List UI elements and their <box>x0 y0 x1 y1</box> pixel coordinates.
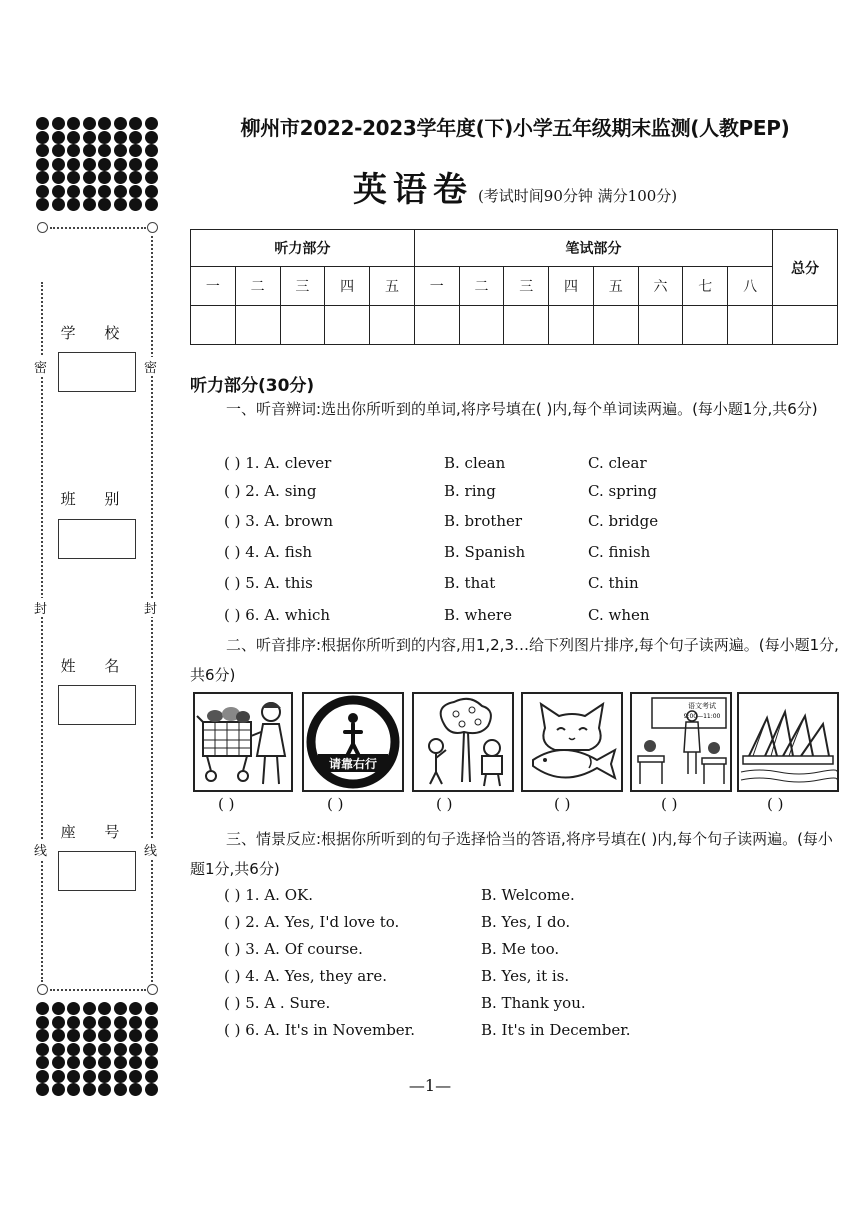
total-score-cell[interactable] <box>773 306 838 345</box>
decorative-dot <box>52 185 65 198</box>
page-number: —1— <box>408 1076 452 1095</box>
score-col: 四 <box>325 267 370 306</box>
score-cell[interactable] <box>325 306 370 345</box>
decorative-dot <box>98 131 111 144</box>
decorative-dot <box>98 185 111 198</box>
decorative-dot <box>83 131 96 144</box>
score-cell[interactable] <box>280 306 325 345</box>
decorative-dot <box>129 144 142 157</box>
decorative-dot <box>67 1043 80 1056</box>
writing-header: 笔试部分 <box>414 230 772 267</box>
decorative-dot <box>67 1002 80 1015</box>
part1-item-4-a[interactable]: ( ) 4. A. fish <box>224 543 313 561</box>
decorative-dot <box>83 1043 96 1056</box>
score-cell[interactable] <box>728 306 773 345</box>
decorative-dot <box>83 171 96 184</box>
class-label: 班 别 <box>60 490 132 508</box>
decorative-dot <box>129 1043 142 1056</box>
decorative-dot <box>36 1002 49 1015</box>
decorative-dot <box>83 158 96 171</box>
decorative-dot <box>67 198 80 211</box>
seal-char-mi-right: 密 <box>144 357 157 376</box>
decorative-dot <box>145 198 158 211</box>
decorative-dot <box>145 185 158 198</box>
part1-item-3-a[interactable]: ( ) 3. A. brown <box>224 512 333 530</box>
decorative-dot <box>52 117 65 130</box>
decorative-dot <box>36 1029 49 1042</box>
part3-item-5-b: B. Thank you. <box>481 994 586 1012</box>
picture-answer-4[interactable]: ( ) <box>554 795 571 813</box>
decorative-dot <box>129 1029 142 1042</box>
score-cell[interactable] <box>235 306 280 345</box>
decorative-dot <box>129 117 142 130</box>
score-col: 七 <box>683 267 728 306</box>
decorative-dot <box>52 1029 65 1042</box>
subject-name: 英语卷 <box>352 170 473 210</box>
exam-title: 柳州市2022-2023学年度(下)小学五年级期末监测(人教PEP) <box>240 116 790 140</box>
decorative-dot <box>52 1056 65 1069</box>
part1-item-2-a[interactable]: ( ) 2. A. sing <box>224 482 317 500</box>
decorative-dot <box>83 185 96 198</box>
part2-instruction: 二、听音排序:根据你所听到的内容,用1,2,3…给下列图片排序,每个句子读两遍。(每小题1分,共6分) <box>190 636 839 684</box>
decorative-dot <box>67 144 80 157</box>
board-title: 语文考试 <box>688 702 716 710</box>
decorative-dot <box>129 1002 142 1015</box>
decorative-dot <box>36 144 49 157</box>
part3-item-3-b: B. Me too. <box>481 940 560 958</box>
school-label: 学 校 <box>60 324 132 342</box>
decorative-dot <box>36 185 49 198</box>
decorative-dot <box>145 1043 158 1056</box>
decorative-dot <box>67 1056 80 1069</box>
decorative-dot <box>67 1029 80 1042</box>
decorative-dot <box>114 131 127 144</box>
seat-label: 座 号 <box>60 823 132 841</box>
part3-item-5-a[interactable]: ( ) 5. A . Sure. <box>224 994 331 1012</box>
picture-keep-right-sign <box>302 692 404 792</box>
part3-item-6-a[interactable]: ( ) 6. A. It's in November. <box>224 1021 415 1039</box>
part1-item-3-b: B. brother <box>444 512 523 530</box>
seat-field[interactable] <box>58 851 136 891</box>
part1-instruction: 一、听音辨词:选出你所听到的单词,将序号填在( )内,每个单词读两遍。(每小题1分,共6分) <box>226 400 818 418</box>
score-col: 一 <box>191 267 236 306</box>
score-col: 五 <box>370 267 415 306</box>
score-cell[interactable] <box>593 306 638 345</box>
picture-answer-3[interactable]: ( ) <box>436 795 453 813</box>
decorative-dot <box>83 198 96 211</box>
decorative-dot <box>98 1056 111 1069</box>
score-table <box>190 229 838 345</box>
decorative-dots-top <box>36 117 160 212</box>
binding-ring-top-left <box>37 222 48 233</box>
binding-line-left <box>41 282 43 982</box>
picture-answer-6[interactable]: ( ) <box>767 795 784 813</box>
part1-item-3-c: C. bridge <box>588 512 659 530</box>
binding-ring-bottom-left <box>37 984 48 995</box>
part3-item-2-b: B. Yes, I do. <box>481 913 571 931</box>
decorative-dot <box>83 144 96 157</box>
part1-item-2-c: C. spring <box>588 482 658 500</box>
picture-answer-1[interactable]: ( ) <box>218 795 235 813</box>
decorative-dot <box>114 1056 127 1069</box>
score-cell[interactable] <box>638 306 683 345</box>
part3-item-1-b: B. Welcome. <box>481 886 575 904</box>
seal-char-feng-right: 封 <box>144 598 157 617</box>
picture-cat-with-fish <box>521 692 623 792</box>
decorative-dot <box>98 158 111 171</box>
seal-char-xian-right: 线 <box>144 840 157 859</box>
decorative-dot <box>129 185 142 198</box>
part1-item-1-c: C. clear <box>588 454 647 472</box>
decorative-dot <box>52 144 65 157</box>
part3-item-3-a[interactable]: ( ) 3. A. Of course. <box>224 940 363 958</box>
decorative-dot <box>114 1043 127 1056</box>
part1-item-4-b: B. Spanish <box>444 543 526 561</box>
decorative-dot <box>52 198 65 211</box>
score-col: 四 <box>549 267 594 306</box>
score-cell[interactable] <box>459 306 504 345</box>
score-col: 三 <box>280 267 325 306</box>
score-cell[interactable] <box>370 306 415 345</box>
decorative-dot <box>67 131 80 144</box>
part3-item-2-a[interactable]: ( ) 2. A. Yes, I'd love to. <box>224 913 400 931</box>
decorative-dot <box>145 144 158 157</box>
decorative-dot <box>52 158 65 171</box>
decorative-dot <box>36 1056 49 1069</box>
decorative-dot <box>52 171 65 184</box>
score-col: 六 <box>638 267 683 306</box>
decorative-dot <box>145 171 158 184</box>
part1-item-6-c: C. when <box>588 606 650 624</box>
picture-shopping-cart <box>193 692 293 792</box>
decorative-dot <box>83 1016 96 1029</box>
binding-line-top <box>50 227 146 229</box>
decorative-dot <box>98 171 111 184</box>
decorative-dot <box>98 198 111 211</box>
decorative-dot <box>145 1002 158 1015</box>
score-cell[interactable] <box>549 306 594 345</box>
decorative-dot <box>114 1002 127 1015</box>
part3-item-4-a[interactable]: ( ) 4. A. Yes, they are. <box>224 967 387 985</box>
binding-ring-bottom-right <box>147 984 158 995</box>
exam-subtitle <box>190 162 840 211</box>
decorative-dot <box>98 1029 111 1042</box>
part1-item-2-b: B. ring <box>444 482 496 500</box>
decorative-dot <box>67 185 80 198</box>
picture-opera-house <box>737 692 839 792</box>
part1-item-6-a[interactable]: ( ) 6. A. which <box>224 606 331 624</box>
decorative-dot <box>83 1002 96 1015</box>
decorative-dot <box>36 131 49 144</box>
decorative-dot <box>145 1056 158 1069</box>
score-col: 二 <box>235 267 280 306</box>
decorative-dot <box>129 1016 142 1029</box>
score-cell[interactable] <box>414 306 459 345</box>
decorative-dot <box>129 131 142 144</box>
decorative-dot <box>83 1056 96 1069</box>
picture-picking-apples <box>412 692 514 792</box>
decorative-dot <box>98 1016 111 1029</box>
part1-item-5-c: C. thin <box>588 574 639 592</box>
exam-info: (考试时间90分钟 满分100分) <box>477 187 678 205</box>
picture-answer-2[interactable]: ( ) <box>327 795 344 813</box>
decorative-dot <box>114 117 127 130</box>
decorative-dot <box>129 171 142 184</box>
decorative-dot <box>145 131 158 144</box>
part3-item-6-b: B. It's in December. <box>481 1021 631 1039</box>
decorative-dot <box>36 158 49 171</box>
decorative-dot <box>114 185 127 198</box>
picture-answer-5[interactable]: ( ) <box>661 795 678 813</box>
decorative-dot <box>114 1016 127 1029</box>
decorative-dot <box>145 158 158 171</box>
score-cell[interactable] <box>191 306 236 345</box>
score-col: 八 <box>728 267 773 306</box>
decorative-dot <box>98 144 111 157</box>
class-field[interactable] <box>58 519 136 559</box>
sign-text: 请靠右行 <box>328 757 378 771</box>
part1-item-1-a[interactable]: ( ) 1. A. clever <box>224 454 332 472</box>
decorative-dot <box>52 1002 65 1015</box>
decorative-dot <box>52 1016 65 1029</box>
decorative-dot <box>114 171 127 184</box>
decorative-dot <box>114 198 127 211</box>
decorative-dot <box>145 1016 158 1029</box>
school-field[interactable] <box>58 352 136 392</box>
decorative-dot <box>145 117 158 130</box>
decorative-dot <box>36 117 49 130</box>
decorative-dot <box>52 1043 65 1056</box>
name-field[interactable] <box>58 685 136 725</box>
score-col: 二 <box>459 267 504 306</box>
part1-item-4-c: C. finish <box>588 543 651 561</box>
decorative-dot <box>67 171 80 184</box>
part3-instruction: 三、情景反应:根据你所听到的句子选择恰当的答语,将序号填在( )内,每个句子读两遍。(每小题1分,共6分) <box>190 830 833 878</box>
decorative-dot <box>36 1016 49 1029</box>
picture-exam-classroom <box>630 692 732 792</box>
listening-section-heading: 听力部分(30分) <box>190 376 315 396</box>
decorative-dot <box>67 158 80 171</box>
decorative-dot <box>67 117 80 130</box>
name-label: 姓 名 <box>60 657 132 675</box>
score-col: 五 <box>593 267 638 306</box>
part1-item-5-a[interactable]: ( ) 5. A. this <box>224 574 313 592</box>
seal-char-feng-left: 封 <box>34 598 47 617</box>
decorative-dot <box>98 117 111 130</box>
decorative-dot <box>36 198 49 211</box>
score-col: 三 <box>504 267 549 306</box>
decorative-dot <box>98 1002 111 1015</box>
part3-item-1-a[interactable]: ( ) 1. A. OK. <box>224 886 313 904</box>
binding-ring-top-right <box>147 222 158 233</box>
listening-header: 听力部分 <box>191 230 415 267</box>
decorative-dot <box>129 198 142 211</box>
score-cell[interactable] <box>504 306 549 345</box>
part3-item-4-b: B. Yes, it is. <box>481 967 570 985</box>
decorative-dot <box>83 1029 96 1042</box>
part1-item-5-b: B. that <box>444 574 496 592</box>
decorative-dot <box>114 1029 127 1042</box>
decorative-dot <box>83 117 96 130</box>
board-time: 9:00—11:00 <box>683 713 721 720</box>
score-cell[interactable] <box>683 306 728 345</box>
seal-char-xian-left: 线 <box>34 840 47 859</box>
part1-item-1-b: B. clean <box>444 454 506 472</box>
decorative-dot <box>114 144 127 157</box>
score-col: 一 <box>414 267 459 306</box>
decorative-dot <box>114 158 127 171</box>
part1-item-6-b: B. where <box>444 606 512 624</box>
decorative-dot <box>129 1056 142 1069</box>
decorative-dot <box>67 1016 80 1029</box>
decorative-dot <box>36 1043 49 1056</box>
total-header: 总分 <box>773 230 838 306</box>
decorative-dot <box>98 1043 111 1056</box>
decorative-dot <box>52 131 65 144</box>
binding-line-bottom <box>50 989 146 991</box>
decorative-dot <box>36 171 49 184</box>
decorative-dot <box>129 158 142 171</box>
seal-char-mi-left: 密 <box>34 357 47 376</box>
decorative-dot <box>145 1029 158 1042</box>
